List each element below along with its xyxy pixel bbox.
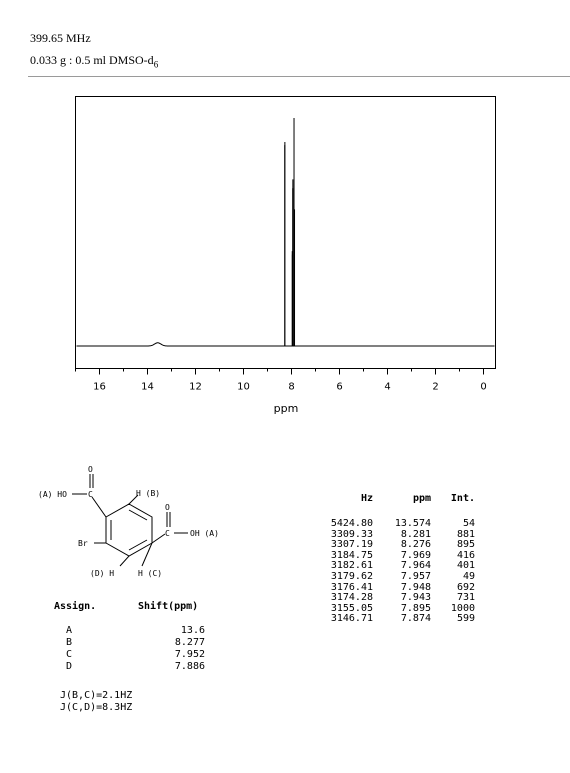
peak-hz: 3184.75 <box>330 549 373 561</box>
peak-hz: 3146.71 <box>330 613 373 625</box>
x-axis-ticks <box>76 369 487 393</box>
label-o-right: O <box>165 503 170 512</box>
assignment-shift: 8.277 <box>174 637 205 648</box>
benzene-ring <box>106 504 152 556</box>
peak-row <box>328 572 475 583</box>
x-tick-label: 0 <box>480 381 487 393</box>
peak-int: 731 <box>456 592 475 604</box>
assignment-shift: 7.886 <box>174 661 205 672</box>
peak-hz: 5424.80 <box>330 518 373 529</box>
x-tick-label: 16 <box>93 381 106 393</box>
peak-lines <box>285 118 295 346</box>
peak-ppm: 7.948 <box>400 581 431 593</box>
assignment-label: B <box>66 637 73 648</box>
peak-row <box>328 519 475 530</box>
molecule-structure <box>30 462 230 597</box>
bond-ring-hd <box>120 556 129 566</box>
label-h-b: H (B) <box>136 489 161 498</box>
peak-table-header-ppm: ppm <box>412 493 431 504</box>
x-tick-label: 2 <box>432 381 439 393</box>
assignment-shift: 7.952 <box>174 649 205 660</box>
assignment-label: A <box>66 625 73 636</box>
peak-hz: 3174.28 <box>330 592 373 604</box>
peak-ppm: 7.874 <box>400 613 431 625</box>
coupling-constants <box>60 690 132 714</box>
peak-row <box>328 614 475 625</box>
peak-table <box>328 493 475 625</box>
bond-ring-hc <box>142 543 152 566</box>
plot-frame <box>76 97 496 369</box>
peak-int: 895 <box>456 539 475 551</box>
peak-table-header-int: Int. <box>450 493 475 504</box>
peak-ppm: 7.969 <box>400 549 431 561</box>
label-c-top: C <box>88 490 93 499</box>
peak-int: 54 <box>462 518 475 529</box>
peak-ppm: 7.964 <box>400 560 431 572</box>
peak-int: 1000 <box>450 602 475 614</box>
x-tick-label: 10 <box>237 381 250 393</box>
peak-hz: 3182.61 <box>330 560 373 572</box>
coupling-cd: J(C,D)=8.3HZ <box>60 702 133 713</box>
assignment-shift: 13.6 <box>180 625 205 636</box>
inner-bond-2 <box>129 540 147 550</box>
peak-int: 416 <box>456 549 475 561</box>
peak-hz: 3176.41 <box>330 581 373 593</box>
x-tick-label: 8 <box>288 381 295 393</box>
peak-int: 49 <box>462 570 475 582</box>
peak-ppm: 7.895 <box>400 602 431 614</box>
peak-int: 692 <box>456 581 475 593</box>
peak-ppm: 13.574 <box>394 518 431 529</box>
peak-ppm: 8.281 <box>400 528 431 540</box>
peak-int: 599 <box>456 613 475 625</box>
peak-hz: 3309.33 <box>330 528 373 540</box>
peak-ppm: 7.957 <box>400 570 431 582</box>
spectrometer-frequency: 399.65 MHz <box>30 31 91 45</box>
x-axis-label: ppm <box>273 402 299 415</box>
peak-hz: 3179.62 <box>330 570 373 582</box>
x-tick-label: 12 <box>189 381 202 393</box>
shift-header: Shift(ppm) <box>138 601 199 612</box>
bond-ring-ctop <box>92 497 106 517</box>
assignment-label: D <box>66 661 73 672</box>
label-o-top: O <box>88 465 93 474</box>
x-tick-label: 4 <box>384 381 391 393</box>
label-h-c: H (C) <box>138 569 163 578</box>
peak-table-body <box>328 519 475 625</box>
label-c-right: C <box>165 529 170 538</box>
peak-hz: 3307.19 <box>330 539 373 551</box>
spectrum-trace <box>77 343 495 346</box>
peak-int: 401 <box>456 560 475 572</box>
sample-subscript: 6 <box>153 59 159 70</box>
assignment-label: C <box>66 649 73 660</box>
label-oh-right: OH (A) <box>190 529 219 538</box>
peak-table-header-hz: Hz <box>360 493 373 504</box>
label-br: Br <box>78 539 88 548</box>
peak-int: 881 <box>456 528 475 540</box>
x-tick-label: 14 <box>141 381 154 393</box>
label-oh-top: (A) HO <box>38 490 67 499</box>
inner-bond-1 <box>129 510 147 520</box>
peak-ppm: 8.276 <box>400 539 431 551</box>
sample-prefix: 0.033 g : 0.5 ml DMSO-d <box>30 53 154 67</box>
x-tick-label: 6 <box>336 381 343 393</box>
peak-hz: 3155.05 <box>330 602 373 614</box>
label-h-d: (D) H <box>90 569 115 578</box>
coupling-bc: J(B,C)=2.1HZ <box>60 690 133 701</box>
bond-ring-cright <box>152 534 165 543</box>
assign-header: Assign. <box>54 601 97 612</box>
peak-ppm: 7.943 <box>400 592 431 604</box>
